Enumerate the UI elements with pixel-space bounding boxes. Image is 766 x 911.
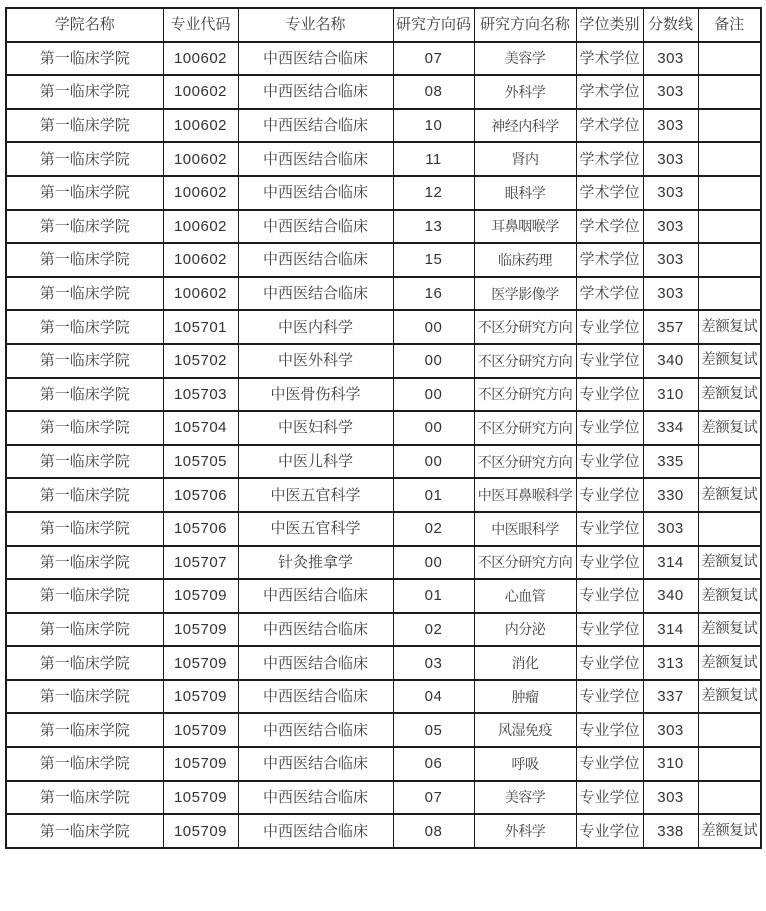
table-row xyxy=(6,512,761,546)
cell-college-name: 第一临床学院 xyxy=(6,445,163,479)
table-row xyxy=(6,445,761,479)
cell-direction-name: 临床药理 xyxy=(474,243,576,277)
cell-remark xyxy=(698,445,761,479)
cell-major-name: 中医骨伤科学 xyxy=(238,378,393,412)
cell-score-line: 303 xyxy=(643,176,698,210)
cell-major-name: 中西医结合临床 xyxy=(238,713,393,747)
cell-score-line: 303 xyxy=(643,512,698,546)
table-row xyxy=(6,613,761,647)
cell-remark xyxy=(698,512,761,546)
cell-major-name: 中西医结合临床 xyxy=(238,613,393,647)
cell-direction-code: 07 xyxy=(393,42,474,76)
cell-major-code: 100602 xyxy=(163,75,238,109)
cell-remark: 差额复试 xyxy=(698,646,761,680)
cell-remark xyxy=(698,109,761,143)
cell-score-line: 335 xyxy=(643,445,698,479)
table-row xyxy=(6,42,761,76)
column-header-remark: 备注 xyxy=(698,8,761,42)
column-header-score-line: 分数线 xyxy=(643,8,698,42)
cell-degree-type: 专业学位 xyxy=(576,478,643,512)
cell-major-code: 105709 xyxy=(163,713,238,747)
cell-remark xyxy=(698,781,761,815)
cell-score-line: 314 xyxy=(643,613,698,647)
cell-degree-type: 专业学位 xyxy=(576,781,643,815)
cell-college-name: 第一临床学院 xyxy=(6,512,163,546)
cell-direction-code: 12 xyxy=(393,176,474,210)
cell-score-line: 330 xyxy=(643,478,698,512)
cell-direction-name: 医学影像学 xyxy=(474,277,576,311)
table-row xyxy=(6,680,761,714)
header-row xyxy=(6,8,761,42)
cell-remark xyxy=(698,243,761,277)
table-row xyxy=(6,277,761,311)
cell-major-code: 105709 xyxy=(163,680,238,714)
table-row xyxy=(6,478,761,512)
cell-major-code: 105704 xyxy=(163,411,238,445)
cell-direction-code: 08 xyxy=(393,75,474,109)
cell-direction-code: 07 xyxy=(393,781,474,815)
table-row xyxy=(6,378,761,412)
cell-score-line: 357 xyxy=(643,310,698,344)
cell-major-name: 中西医结合临床 xyxy=(238,781,393,815)
table-row xyxy=(6,411,761,445)
cell-direction-name: 消化 xyxy=(474,646,576,680)
cell-score-line: 310 xyxy=(643,378,698,412)
cell-direction-name: 外科学 xyxy=(474,75,576,109)
cell-remark: 差额复试 xyxy=(698,411,761,445)
cell-direction-code: 00 xyxy=(393,546,474,580)
cell-degree-type: 学术学位 xyxy=(576,243,643,277)
cell-direction-code: 00 xyxy=(393,378,474,412)
cell-major-code: 105709 xyxy=(163,646,238,680)
table-row xyxy=(6,546,761,580)
cell-major-name: 中西医结合临床 xyxy=(238,646,393,680)
cell-college-name: 第一临床学院 xyxy=(6,781,163,815)
cell-degree-type: 专业学位 xyxy=(576,680,643,714)
cell-college-name: 第一临床学院 xyxy=(6,142,163,176)
cell-direction-code: 04 xyxy=(393,680,474,714)
cell-score-line: 303 xyxy=(643,243,698,277)
column-header-college-name: 学院名称 xyxy=(6,8,163,42)
cell-remark: 差额复试 xyxy=(698,546,761,580)
table-row xyxy=(6,579,761,613)
cell-major-code: 105709 xyxy=(163,613,238,647)
table-row xyxy=(6,310,761,344)
cell-remark xyxy=(698,713,761,747)
cell-college-name: 第一临床学院 xyxy=(6,646,163,680)
cell-college-name: 第一临床学院 xyxy=(6,713,163,747)
cell-direction-name: 神经内科学 xyxy=(474,109,576,143)
cell-college-name: 第一临床学院 xyxy=(6,210,163,244)
cell-degree-type: 专业学位 xyxy=(576,344,643,378)
cell-major-code: 100602 xyxy=(163,210,238,244)
cell-direction-code: 15 xyxy=(393,243,474,277)
cell-major-code: 105706 xyxy=(163,478,238,512)
cell-degree-type: 专业学位 xyxy=(576,546,643,580)
cell-remark: 差额复试 xyxy=(698,478,761,512)
table-body xyxy=(6,42,761,848)
cell-college-name: 第一临床学院 xyxy=(6,411,163,445)
cell-degree-type: 专业学位 xyxy=(576,445,643,479)
cell-score-line: 303 xyxy=(643,75,698,109)
cell-major-code: 105709 xyxy=(163,579,238,613)
cell-remark: 差额复试 xyxy=(698,579,761,613)
cell-remark xyxy=(698,747,761,781)
cell-degree-type: 专业学位 xyxy=(576,713,643,747)
cell-degree-type: 专业学位 xyxy=(576,814,643,848)
cell-remark xyxy=(698,210,761,244)
column-header-major-name: 专业名称 xyxy=(238,8,393,42)
table-row xyxy=(6,747,761,781)
cell-direction-name: 中医耳鼻喉科学 xyxy=(474,478,576,512)
cell-direction-name: 不区分研究方向 xyxy=(474,344,576,378)
cell-major-code: 105703 xyxy=(163,378,238,412)
cell-major-code: 100602 xyxy=(163,176,238,210)
cell-score-line: 334 xyxy=(643,411,698,445)
table-row xyxy=(6,814,761,848)
cell-college-name: 第一临床学院 xyxy=(6,613,163,647)
cell-remark: 差额复试 xyxy=(698,344,761,378)
cell-major-name: 中西医结合临床 xyxy=(238,747,393,781)
table-row xyxy=(6,142,761,176)
cell-score-line: 303 xyxy=(643,42,698,76)
cell-degree-type: 专业学位 xyxy=(576,747,643,781)
cell-major-name: 中西医结合临床 xyxy=(238,75,393,109)
cell-direction-name: 中医眼科学 xyxy=(474,512,576,546)
table-row xyxy=(6,781,761,815)
cell-college-name: 第一临床学院 xyxy=(6,579,163,613)
cell-degree-type: 学术学位 xyxy=(576,210,643,244)
cell-degree-type: 学术学位 xyxy=(576,75,643,109)
cell-direction-code: 03 xyxy=(393,646,474,680)
cell-direction-name: 不区分研究方向 xyxy=(474,310,576,344)
cell-direction-name: 美容学 xyxy=(474,781,576,815)
cell-major-name: 中医内科学 xyxy=(238,310,393,344)
cell-direction-code: 08 xyxy=(393,814,474,848)
cell-direction-code: 11 xyxy=(393,142,474,176)
cell-major-name: 中西医结合临床 xyxy=(238,579,393,613)
cell-college-name: 第一临床学院 xyxy=(6,478,163,512)
cell-direction-code: 02 xyxy=(393,512,474,546)
cell-remark: 差额复试 xyxy=(698,613,761,647)
cell-college-name: 第一临床学院 xyxy=(6,109,163,143)
cell-major-name: 中医妇科学 xyxy=(238,411,393,445)
cell-major-code: 105709 xyxy=(163,814,238,848)
cell-degree-type: 专业学位 xyxy=(576,579,643,613)
cell-direction-name: 美容学 xyxy=(474,42,576,76)
cell-remark xyxy=(698,277,761,311)
cell-college-name: 第一临床学院 xyxy=(6,243,163,277)
cell-direction-name: 肿瘤 xyxy=(474,680,576,714)
cell-major-name: 针灸推拿学 xyxy=(238,546,393,580)
cell-direction-name: 呼吸 xyxy=(474,747,576,781)
cell-direction-code: 06 xyxy=(393,747,474,781)
cell-direction-code: 00 xyxy=(393,344,474,378)
cell-major-code: 105709 xyxy=(163,747,238,781)
cell-direction-name: 耳鼻咽喉学 xyxy=(474,210,576,244)
cell-major-name: 中医五官科学 xyxy=(238,512,393,546)
table-row xyxy=(6,243,761,277)
cell-direction-name: 内分泌 xyxy=(474,613,576,647)
cell-major-code: 105701 xyxy=(163,310,238,344)
cell-degree-type: 学术学位 xyxy=(576,176,643,210)
cell-direction-code: 13 xyxy=(393,210,474,244)
cell-direction-name: 不区分研究方向 xyxy=(474,546,576,580)
cell-direction-code: 05 xyxy=(393,713,474,747)
cell-major-name: 中西医结合临床 xyxy=(238,109,393,143)
cell-direction-code: 02 xyxy=(393,613,474,647)
cell-direction-name: 心血管 xyxy=(474,579,576,613)
cell-college-name: 第一临床学院 xyxy=(6,310,163,344)
cell-degree-type: 学术学位 xyxy=(576,42,643,76)
cell-major-code: 105702 xyxy=(163,344,238,378)
table-row xyxy=(6,713,761,747)
cell-score-line: 303 xyxy=(643,277,698,311)
cell-direction-code: 10 xyxy=(393,109,474,143)
cell-direction-code: 00 xyxy=(393,310,474,344)
cell-remark: 差额复试 xyxy=(698,310,761,344)
admission-score-table xyxy=(5,7,762,849)
column-header-direction-code: 研究方向码 xyxy=(393,8,474,42)
cell-college-name: 第一临床学院 xyxy=(6,546,163,580)
table-row xyxy=(6,210,761,244)
cell-score-line: 313 xyxy=(643,646,698,680)
table-row xyxy=(6,75,761,109)
cell-score-line: 303 xyxy=(643,210,698,244)
cell-major-code: 100602 xyxy=(163,42,238,76)
cell-remark xyxy=(698,42,761,76)
cell-major-name: 中西医结合临床 xyxy=(238,142,393,176)
cell-direction-name: 不区分研究方向 xyxy=(474,378,576,412)
cell-college-name: 第一临床学院 xyxy=(6,378,163,412)
cell-college-name: 第一临床学院 xyxy=(6,42,163,76)
cell-score-line: 303 xyxy=(643,713,698,747)
cell-score-line: 337 xyxy=(643,680,698,714)
cell-degree-type: 学术学位 xyxy=(576,277,643,311)
cell-college-name: 第一临床学院 xyxy=(6,277,163,311)
cell-score-line: 340 xyxy=(643,344,698,378)
cell-major-name: 中西医结合临床 xyxy=(238,680,393,714)
cell-major-name: 中西医结合临床 xyxy=(238,243,393,277)
cell-major-name: 中西医结合临床 xyxy=(238,176,393,210)
cell-major-name: 中西医结合临床 xyxy=(238,42,393,76)
cell-major-code: 100602 xyxy=(163,277,238,311)
cell-degree-type: 专业学位 xyxy=(576,378,643,412)
cell-direction-name: 不区分研究方向 xyxy=(474,411,576,445)
cell-remark: 差额复试 xyxy=(698,814,761,848)
cell-degree-type: 学术学位 xyxy=(576,142,643,176)
cell-major-name: 中医外科学 xyxy=(238,344,393,378)
cell-major-name: 中西医结合临床 xyxy=(238,277,393,311)
cell-score-line: 303 xyxy=(643,142,698,176)
cell-degree-type: 专业学位 xyxy=(576,512,643,546)
cell-direction-name: 不区分研究方向 xyxy=(474,445,576,479)
cell-major-name: 中西医结合临床 xyxy=(238,210,393,244)
table-row xyxy=(6,344,761,378)
cell-remark: 差额复试 xyxy=(698,378,761,412)
table-row xyxy=(6,176,761,210)
cell-direction-name: 肾内 xyxy=(474,142,576,176)
cell-college-name: 第一临床学院 xyxy=(6,344,163,378)
cell-direction-name: 风湿免疫 xyxy=(474,713,576,747)
column-header-direction-name: 研究方向名称 xyxy=(474,8,576,42)
cell-score-line: 303 xyxy=(643,781,698,815)
cell-college-name: 第一临床学院 xyxy=(6,176,163,210)
cell-major-code: 105706 xyxy=(163,512,238,546)
cell-major-name: 中医五官科学 xyxy=(238,478,393,512)
cell-major-code: 100602 xyxy=(163,243,238,277)
table-row xyxy=(6,109,761,143)
column-header-degree-type: 学位类别 xyxy=(576,8,643,42)
cell-major-code: 100602 xyxy=(163,142,238,176)
cell-score-line: 310 xyxy=(643,747,698,781)
cell-college-name: 第一临床学院 xyxy=(6,680,163,714)
cell-remark: 差额复试 xyxy=(698,680,761,714)
cell-major-code: 105707 xyxy=(163,546,238,580)
table-row xyxy=(6,646,761,680)
cell-direction-name: 眼科学 xyxy=(474,176,576,210)
cell-degree-type: 专业学位 xyxy=(576,411,643,445)
cell-degree-type: 专业学位 xyxy=(576,646,643,680)
cell-score-line: 303 xyxy=(643,109,698,143)
cell-direction-code: 16 xyxy=(393,277,474,311)
cell-degree-type: 学术学位 xyxy=(576,109,643,143)
cell-remark xyxy=(698,75,761,109)
cell-college-name: 第一临床学院 xyxy=(6,814,163,848)
column-header-major-code: 专业代码 xyxy=(163,8,238,42)
cell-college-name: 第一临床学院 xyxy=(6,747,163,781)
cell-degree-type: 专业学位 xyxy=(576,310,643,344)
cell-major-code: 105709 xyxy=(163,781,238,815)
cell-score-line: 314 xyxy=(643,546,698,580)
cell-direction-code: 01 xyxy=(393,478,474,512)
cell-direction-code: 00 xyxy=(393,411,474,445)
cell-major-code: 100602 xyxy=(163,109,238,143)
cell-score-line: 340 xyxy=(643,579,698,613)
cell-degree-type: 专业学位 xyxy=(576,613,643,647)
cell-score-line: 338 xyxy=(643,814,698,848)
cell-direction-name: 外科学 xyxy=(474,814,576,848)
cell-major-name: 中医儿科学 xyxy=(238,445,393,479)
cell-direction-code: 01 xyxy=(393,579,474,613)
cell-major-code: 105705 xyxy=(163,445,238,479)
cell-major-name: 中西医结合临床 xyxy=(238,814,393,848)
cell-college-name: 第一临床学院 xyxy=(6,75,163,109)
cell-remark xyxy=(698,142,761,176)
cell-direction-code: 00 xyxy=(393,445,474,479)
cell-remark xyxy=(698,176,761,210)
